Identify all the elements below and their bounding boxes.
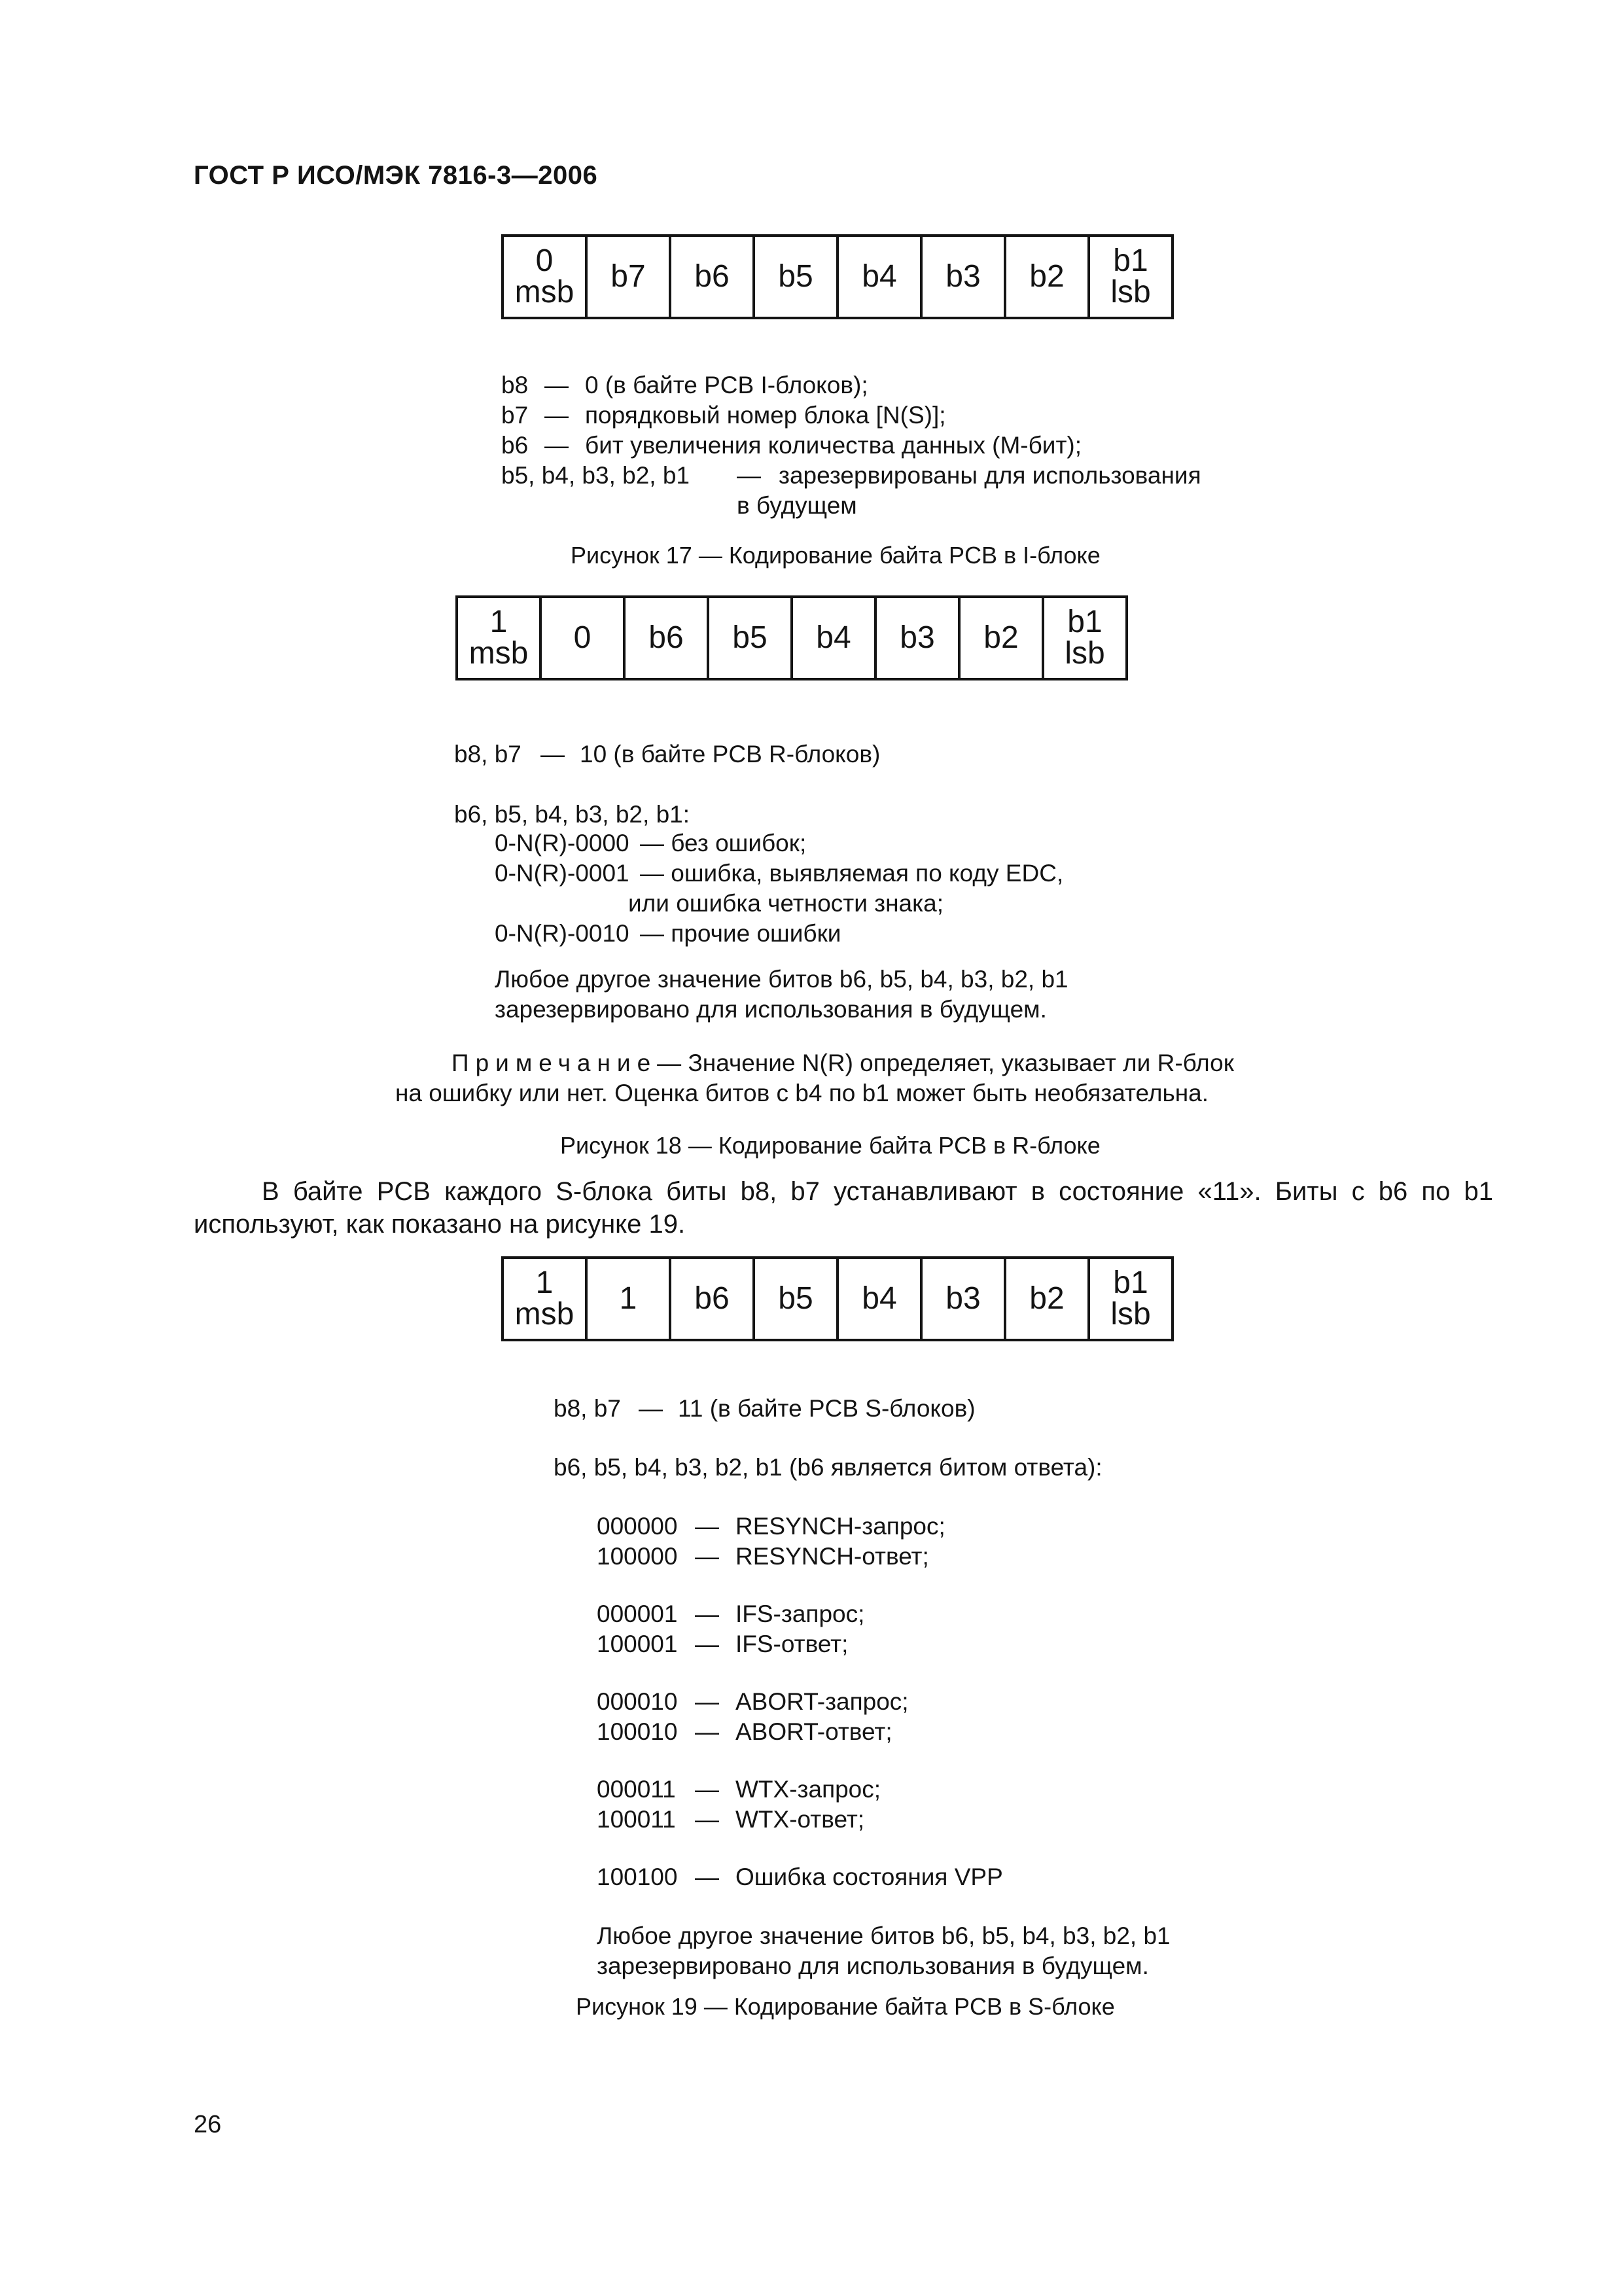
legend-code: b7 (501, 402, 529, 429)
code-text: RESYNCH-ответ; (735, 1543, 929, 1570)
figure-18-note-line-2: на ошибку или нет. Оценка битов с b4 по b1 может быть необязательна. (395, 1080, 1209, 1106)
bit-cell (586, 236, 670, 318)
bit-value: b2 (1029, 1281, 1065, 1316)
bit-row (503, 1258, 1173, 1340)
code-text: WTX-ответ; (735, 1806, 865, 1833)
note-text: — Значение N(R) определяет, указывает ли R-блок (657, 1050, 1234, 1076)
bit-note: msb (514, 1297, 574, 1332)
code-value: 000001 (597, 1600, 678, 1627)
figure-18-reserved-line-2: зарезервировано для использования в будущем. (495, 996, 1047, 1023)
code-value: 100100 (597, 1863, 678, 1890)
code-text: — прочие ошибки (640, 920, 841, 947)
bit-note: msb (514, 275, 574, 309)
code-text: — без ошибок; (640, 830, 807, 857)
bit-value: b2 (1029, 259, 1065, 294)
code-value: 000010 (597, 1688, 678, 1715)
bit-value: b1 (1067, 605, 1103, 639)
bit-value: b3 (900, 620, 935, 655)
bit-value: b2 (983, 620, 1019, 655)
bit-value: b4 (816, 620, 851, 655)
bit-cell (838, 1258, 921, 1340)
bit-value: 1 (535, 1265, 554, 1300)
bit-cell (503, 236, 586, 318)
legend-text: зарезервированы для использования (779, 462, 1201, 489)
code-dash: — (695, 1776, 719, 1803)
bit-value: 1 (489, 605, 508, 639)
figure-18-bit-table (455, 595, 1128, 680)
body-paragraph: В байте PCB каждого S-блока биты b8, b7 устанавливают в состояние «11». Биты с b6 по b1 используют, как показано на рисунке 19. (194, 1177, 1493, 1239)
bit-value: b5 (732, 620, 768, 655)
code-text: Ошибка состояния VPP (735, 1863, 1003, 1890)
bit-note: lsb (1110, 275, 1151, 309)
legend-dash: — (544, 432, 569, 459)
bit-value: b6 (694, 1281, 730, 1316)
bit-cell (921, 1258, 1005, 1340)
bit-cell (540, 597, 624, 679)
bit-cell (586, 1258, 670, 1340)
code-text: — ошибка, выявляемая по коду EDC, (640, 860, 1064, 887)
legend-text: в будущем (737, 492, 857, 519)
legend-text: 10 (в байте PCB R-блоков) (580, 741, 881, 768)
code-dash: — (695, 1513, 719, 1540)
legend-text: 0 (в байте PCB I-блоков); (585, 372, 868, 398)
legend-code: b8, b7 (554, 1395, 621, 1422)
code-dash: — (695, 1543, 719, 1570)
legend-dash: — (544, 372, 569, 398)
bit-value: b6 (648, 620, 684, 655)
bit-cell (1043, 597, 1127, 679)
bit-value: b1 (1113, 243, 1148, 278)
bit-cell (1005, 1258, 1089, 1340)
code-value: 100010 (597, 1718, 678, 1745)
document-header: ГОСТ Р ИСО/МЭК 7816-3—2006 (194, 161, 598, 190)
bit-cell (1005, 236, 1089, 318)
figure-19-reserved-line-1: Любое другое значение битов b6, b5, b4, b3, b2, b1 (597, 1922, 1171, 1949)
code-value: 0-N(R)-0001 (495, 860, 629, 887)
bit-note: msb (468, 636, 529, 671)
bit-cell (1089, 236, 1173, 318)
code-value: 100011 (597, 1806, 676, 1833)
bit-value: b3 (945, 259, 981, 294)
code-text: ABORT-ответ; (735, 1718, 892, 1745)
legend-text: порядковый номер блока [N(S)]; (585, 402, 946, 429)
code-text: IFS-запрос; (735, 1600, 865, 1627)
bit-note: lsb (1110, 1297, 1151, 1332)
legend-text: бит увеличения количества данных (М-бит); (585, 432, 1082, 459)
code-text: IFS-ответ; (735, 1631, 849, 1657)
code-dash: — (695, 1631, 719, 1657)
figure-18-reserved-line-1: Любое другое значение битов b6, b5, b4, b3, b2, b1 (495, 966, 1068, 993)
figure-19-caption: Рисунок 19 — Кодирование байта PCB в S-блоке (576, 1993, 1115, 2020)
figure-17-caption: Рисунок 17 — Кодирование байта PCB в I-блоке (571, 542, 1101, 569)
page-number: 26 (194, 2111, 222, 2138)
code-dash: — (695, 1718, 719, 1745)
code-text: ABORT-запрос; (735, 1688, 909, 1715)
bit-cell (670, 1258, 754, 1340)
code-text: WTX-запрос; (735, 1776, 881, 1803)
bit-cell (1089, 1258, 1173, 1340)
legend-text: 11 (в байте PCB S-блоков) (678, 1395, 976, 1422)
code-value: 0-N(R)-0000 (495, 830, 629, 857)
legend-code: b8, b7 (454, 741, 521, 768)
bit-value: b1 (1113, 1265, 1148, 1300)
legend-dash: — (639, 1395, 663, 1422)
bit-cell (838, 236, 921, 318)
bit-value: b4 (862, 1281, 897, 1316)
legend-code: b8 (501, 372, 529, 398)
bit-row (457, 597, 1127, 679)
bit-cell (624, 597, 708, 679)
bit-cell (921, 236, 1005, 318)
code-dash: — (695, 1863, 719, 1890)
legend-dash: — (737, 462, 761, 489)
bit-value: 0 (573, 620, 591, 655)
legend-code: b6 (501, 432, 529, 459)
bit-value: b5 (778, 1281, 813, 1316)
bit-value: b7 (610, 259, 646, 294)
bit-value: b5 (778, 259, 813, 294)
note-label: Примечание (451, 1050, 658, 1076)
bit-cell (503, 1258, 586, 1340)
code-dash: — (695, 1806, 719, 1833)
bit-row (503, 236, 1173, 318)
code-text: или ошибка четности знака; (628, 890, 944, 917)
figure-17-bit-table (501, 234, 1174, 319)
figure-19-reserved-line-2: зарезервировано для использования в будущем. (597, 1952, 1149, 1979)
code-text: RESYNCH-запрос; (735, 1513, 945, 1540)
figure-19-bit-table (501, 1256, 1174, 1341)
figure-19-bits-heading: b6, b5, b4, b3, b2, b1 (b6 является битом ответа): (554, 1454, 1103, 1481)
bit-note: lsb (1065, 636, 1105, 671)
code-value: 100001 (597, 1631, 678, 1657)
legend-dash: — (544, 402, 569, 429)
code-dash: — (695, 1688, 719, 1715)
bit-value: 1 (619, 1281, 637, 1316)
bit-cell (457, 597, 540, 679)
code-dash: — (695, 1600, 719, 1627)
bit-value: b4 (862, 259, 897, 294)
bit-value: b6 (694, 259, 730, 294)
bit-value: b3 (945, 1281, 981, 1316)
legend-code: b5, b4, b3, b2, b1 (501, 462, 690, 489)
figure-18-note (451, 1048, 1234, 1078)
legend-dash: — (540, 741, 565, 768)
code-value: 000011 (597, 1776, 676, 1803)
bit-cell (875, 597, 959, 679)
figure-18-bits-heading: b6, b5, b4, b3, b2, b1: (454, 801, 690, 828)
code-value: 000000 (597, 1513, 678, 1540)
code-value: 100000 (597, 1543, 678, 1570)
bit-value: 0 (535, 243, 554, 278)
bit-cell (959, 597, 1043, 679)
bit-cell (670, 236, 754, 318)
bit-cell (754, 1258, 838, 1340)
bit-cell (708, 597, 792, 679)
figure-18-caption: Рисунок 18 — Кодирование байта PCB в R-блоке (560, 1132, 1101, 1159)
bit-cell (792, 597, 875, 679)
code-value: 0-N(R)-0010 (495, 920, 629, 947)
bit-cell (754, 236, 838, 318)
